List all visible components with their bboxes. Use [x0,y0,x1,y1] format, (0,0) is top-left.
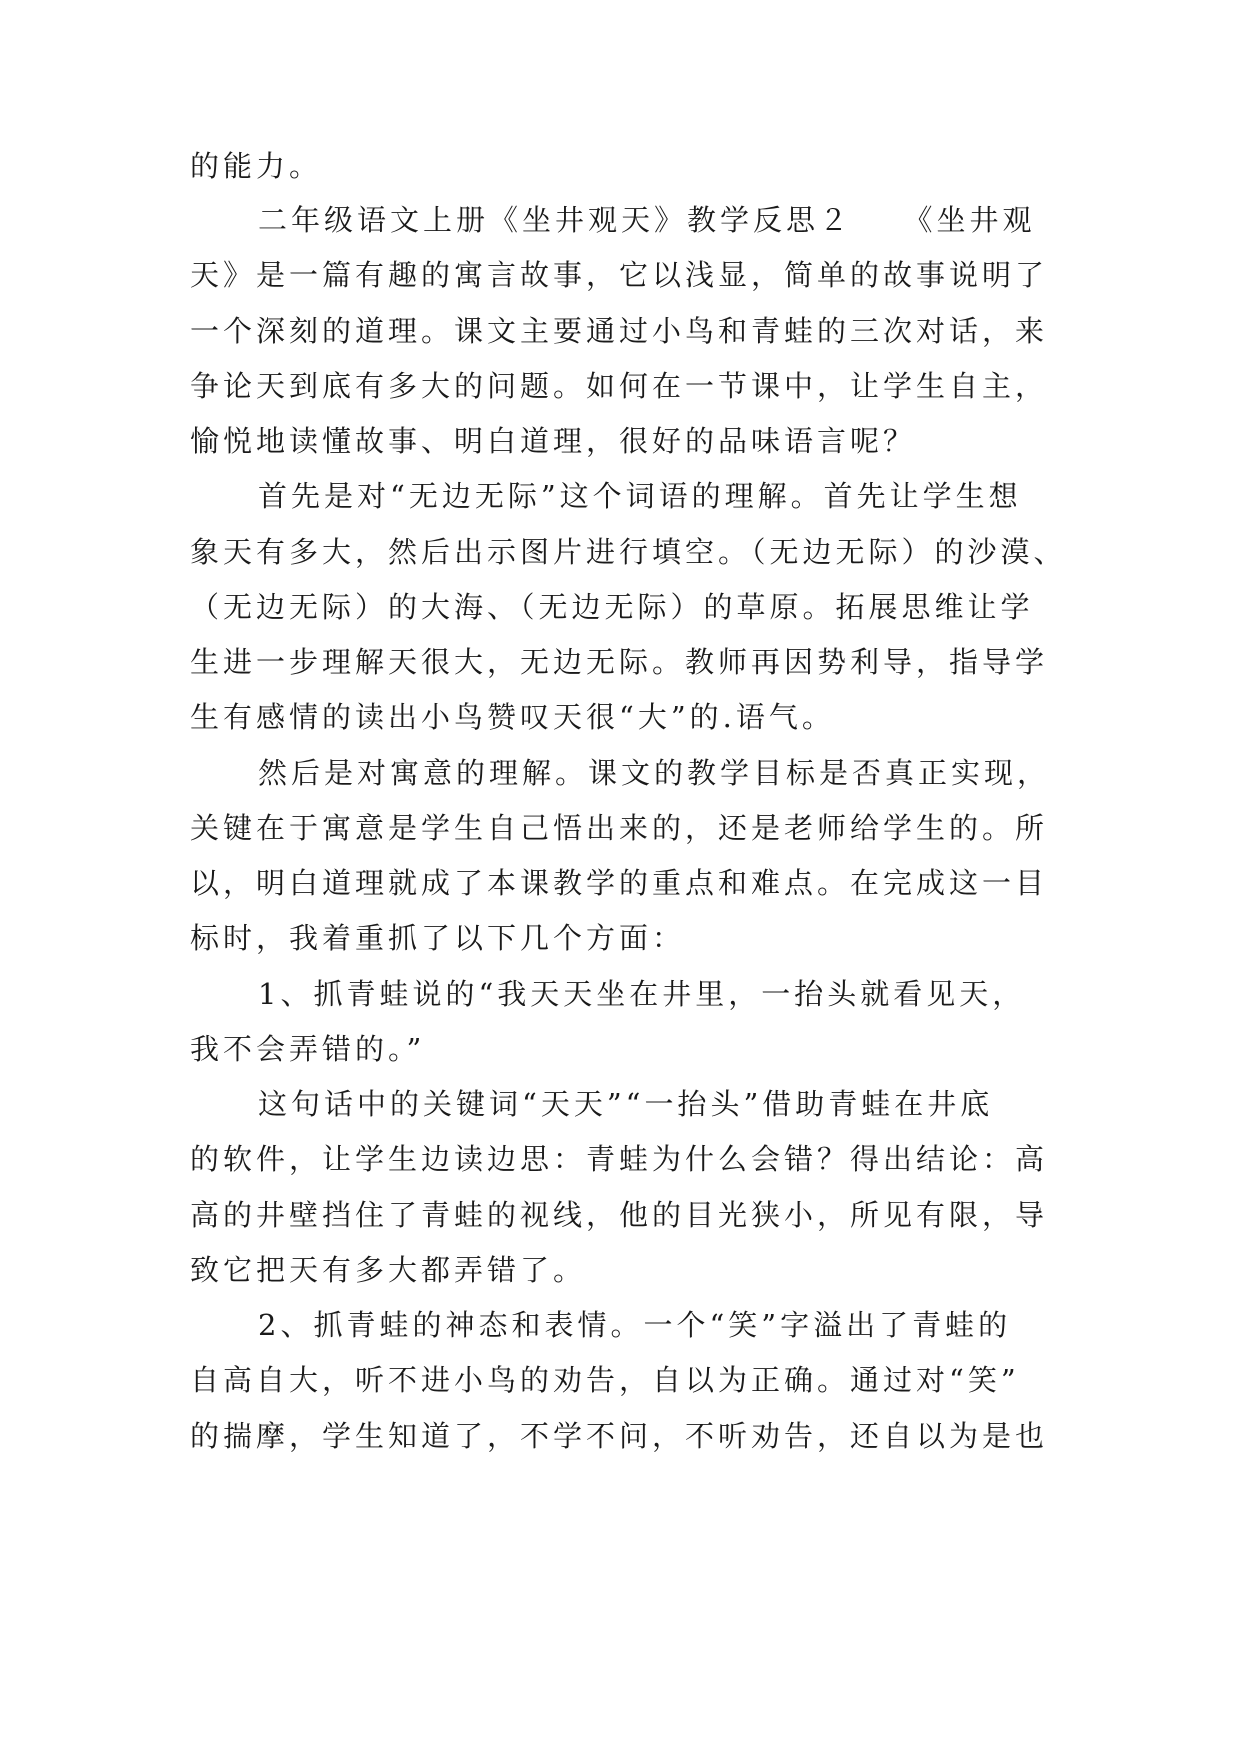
text-line: 生进一步理解天很大，无边无际。教师再因势利导，指导学 [190,645,1049,679]
text-line: （无边无际）的大海、（无边无际）的草原。拓展思维让学 [190,590,1034,624]
text-line: 天》是一篇有趣的寓言故事，它以浅显，简单的故事说明了 [190,258,1049,292]
text-line: 愉悦地读懂故事、明白道理，很好的品味语言呢？ [190,424,917,458]
text-line: 致它把天有多大都弄错了。 [190,1253,587,1287]
text-line: 的能力。 [190,149,323,183]
text-line: 以，明白道理就成了本课教学的重点和难点。在完成这一目 [190,866,1049,900]
text-line: 这句话中的关键词“天天”“一抬头”借助青蛙在井底 [258,1087,994,1121]
text-line: 标时，我着重抓了以下几个方面： [190,921,686,955]
text-line: 高的井壁挡住了青蛙的视线，他的目光狭小，所见有限，导 [190,1198,1049,1232]
text-line: 二年级语文上册《坐井观天》教学反思２ 《坐井观 [258,203,1036,237]
text-line: 关键在于寓意是学生自己悟出来的，还是老师给学生的。所 [190,811,1049,845]
text-line: 2、抓青蛙的神态和表情。一个“笑”字溢出了青蛙的 [258,1308,1012,1342]
text-line: 1、抓青蛙说的“我天天坐在井里，一抬头就看见天， [258,977,1026,1011]
text-line: 争论天到底有多大的问题。如何在一节课中，让学生自主， [190,369,1049,403]
text-line: 自高自大，听不进小鸟的劝告，自以为正确。通过对“笑” [190,1363,1020,1397]
text-line: 首先是对“无边无际”这个词语的理解。首先让学生想 [258,479,1022,513]
text-line: 象天有多大，然后出示图片进行填空。（无边无际）的沙漠、 [190,535,1067,569]
text-line: 然后是对寓意的理解。课文的教学目标是否真正实现， [258,756,1051,790]
text-line: 的揣摩，学生知道了，不学不问，不听劝告，还自以为是也 [190,1419,1049,1453]
text-line: 的软件，让学生边读边思：青蛙为什么会错？得出结论：高 [190,1142,1049,1176]
text-line: 我不会弄错的。” [190,1032,426,1066]
text-line: 生有感情的读出小鸟赞叹天很“大”的.语气。 [190,700,835,734]
text-line: 一个深刻的道理。课文主要通过小鸟和青蛙的三次对话，来 [190,314,1049,348]
